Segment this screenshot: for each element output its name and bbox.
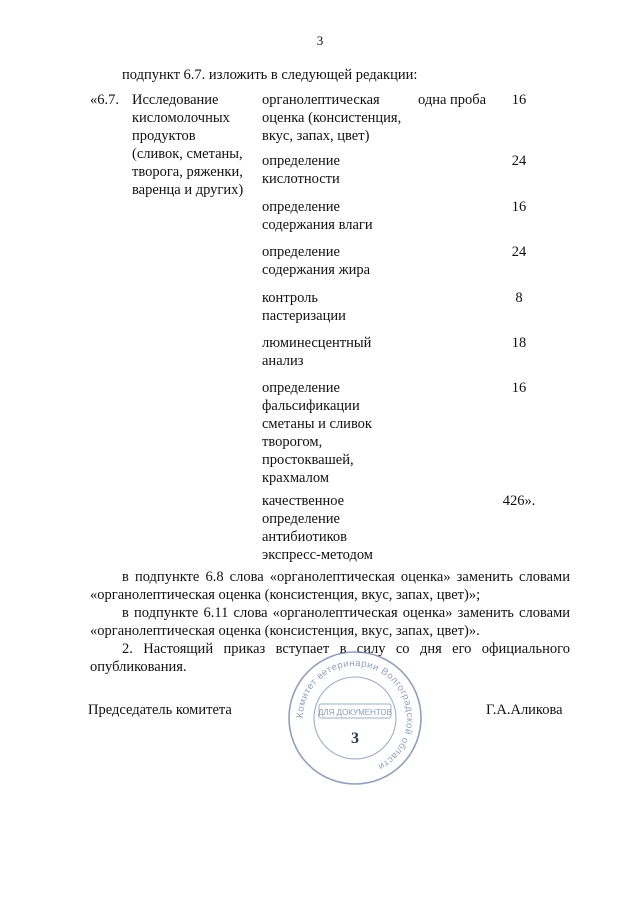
value-organoleptic: 16	[511, 92, 527, 108]
value-antibiotics: 426».	[502, 493, 536, 509]
method-line: люминесцентный	[262, 335, 372, 351]
method-line: контроль	[262, 290, 318, 306]
subject-line: Исследование	[132, 92, 219, 108]
method-line: содержания жира	[262, 262, 371, 278]
value-fat: 24	[511, 244, 527, 260]
sample-unit: одна проба	[418, 92, 487, 108]
method-line: вкус, запах, цвет)	[262, 128, 370, 144]
subject-line: кисломолочных	[132, 110, 230, 126]
method-moisture	[262, 198, 412, 234]
paragraph-6-11-text: в подпункте 6.11 слова «органолептическая оценка» заменить словами «органолептическая оценка (консистенция, вкус, запах, цвет)».	[90, 605, 570, 639]
method-line: определение	[262, 511, 340, 527]
method-line: содержания влаги	[262, 217, 373, 233]
method-falsification	[262, 379, 412, 487]
signatory-position: Председатель комитета	[88, 702, 232, 718]
method-line: анализ	[262, 353, 304, 369]
paragraph-6-8-text: в подпункте 6.8 слова «органолептическая оценка» заменить словами «органолептическая оценка (консистенция, вкус, запах, цвет)»;	[90, 569, 570, 603]
subject-line: продуктов	[132, 128, 196, 144]
item-number: «6.7.	[90, 92, 119, 108]
page-number: 3	[316, 33, 324, 48]
signatory-name: Г.А.Аликова	[486, 702, 563, 718]
value-luminescent: 18	[511, 335, 527, 351]
method-line: крахмалом	[262, 470, 330, 486]
stamp-ring-text: Комитет ветеринарии Волгоградской области	[294, 657, 416, 773]
method-line: простоквашей,	[262, 452, 354, 468]
method-organoleptic	[262, 91, 412, 145]
method-line: определение	[262, 199, 340, 215]
stamp-number: 3	[351, 730, 359, 747]
method-line: определение	[262, 380, 340, 396]
value-moisture: 16	[511, 199, 527, 215]
method-line: определение	[262, 244, 340, 260]
method-pasteurization	[262, 289, 412, 325]
stamp-seal	[285, 648, 425, 788]
method-fat	[262, 243, 412, 279]
stamp-center-text: ДЛЯ ДОКУМЕНТОВ	[317, 708, 393, 717]
method-line: оценка (консистенция,	[262, 110, 402, 126]
method-luminescent	[262, 334, 412, 370]
method-line: экспресс-методом	[262, 547, 373, 563]
stamp-graphic	[285, 648, 425, 788]
method-line: антибиотиков	[262, 529, 347, 545]
value-acidity: 24	[511, 153, 527, 169]
paragraph-effective-text: 2. Настоящий приказ вступает в силу со дня его официального опубликования.	[90, 641, 570, 675]
method-antibiotics	[262, 492, 412, 564]
method-line: кислотности	[262, 171, 340, 187]
method-line: определение	[262, 153, 340, 169]
method-line: творогом,	[262, 434, 323, 450]
method-line: фальсификации	[262, 398, 360, 414]
method-line: органолептическая	[262, 92, 380, 108]
paragraph-6-11	[90, 604, 570, 640]
method-line: пастеризации	[262, 308, 346, 324]
subject-line: творога, ряженки,	[132, 164, 243, 180]
paragraph-6-8	[90, 568, 570, 604]
method-line: сметаны и сливок	[262, 416, 372, 432]
value-pasteurization: 8	[515, 290, 523, 306]
value-falsification: 16	[511, 380, 527, 396]
subject-line: варенца и других)	[132, 182, 244, 198]
item-subject	[132, 91, 252, 199]
method-acidity	[262, 152, 412, 188]
method-line: качественное	[262, 493, 345, 509]
intro-text: подпункт 6.7. изложить в следующей редакции:	[122, 67, 418, 83]
subject-line: (сливок, сметаны,	[132, 146, 243, 162]
